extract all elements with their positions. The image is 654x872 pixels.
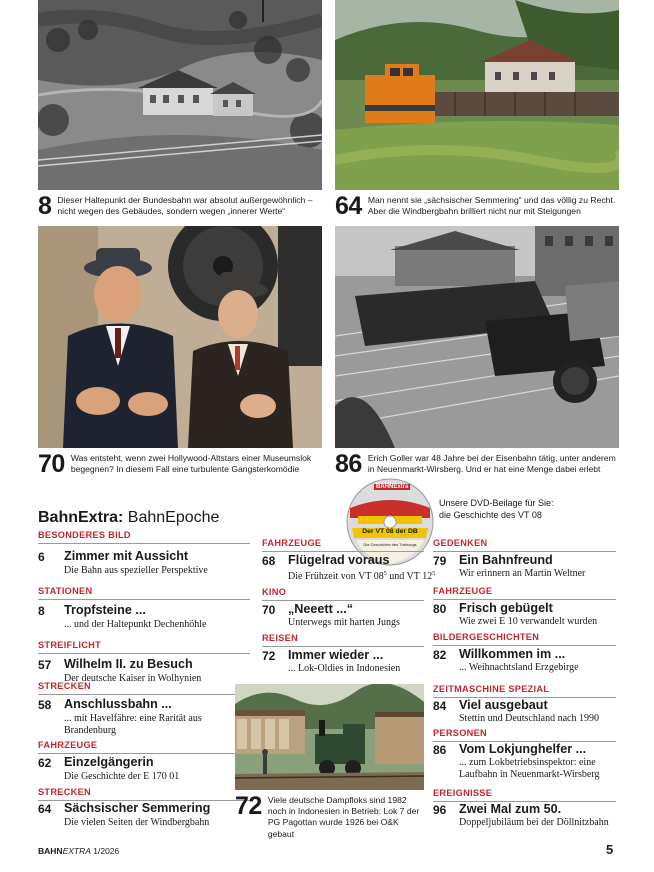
toc-section-label: BILDERGESCHICHTEN bbox=[433, 632, 540, 642]
toc-divider bbox=[38, 694, 250, 695]
toc-superscript: 5 bbox=[432, 571, 436, 577]
toc-divider bbox=[433, 645, 616, 646]
toc-page-number: 64 bbox=[38, 802, 52, 816]
feature-caption-text: Man nennt sie „sächsischer Semmering“ und das völlig zu Recht. Aber die Windbergbahn brilliert nicht nur mit Steigungen bbox=[367, 195, 616, 217]
toc-divider bbox=[38, 653, 250, 654]
toc-entry-title[interactable]: Zwei Mal zum 50. bbox=[459, 802, 562, 816]
toc-entry-subtitle: Die Geschichte der E 170 01 bbox=[64, 771, 180, 782]
toc-entry-subtitle: ... mit Havelfähre: eine Rarität aus Brandenburg bbox=[64, 713, 202, 736]
brand-series: BahnEpoche bbox=[123, 509, 220, 526]
toc-divider bbox=[38, 543, 250, 544]
toc-section-label: GEDENKEN bbox=[433, 538, 488, 548]
toc-page-number: 86 bbox=[433, 743, 447, 757]
toc-page-number: 80 bbox=[433, 602, 447, 616]
toc-page-number: 72 bbox=[262, 649, 276, 663]
toc-page-number: 96 bbox=[433, 803, 447, 817]
photo-neuenmarkt-yard bbox=[335, 226, 619, 448]
toc-entry-subtitle: ... Lok-Oldies in Indonesien bbox=[288, 663, 401, 674]
dvd-logo: BAHNExtra bbox=[376, 484, 409, 490]
toc-section-label: STREIFLICHT bbox=[38, 640, 102, 650]
toc-entry-subtitle: ... und der Haltepunkt Dechenhöhle bbox=[64, 619, 207, 630]
feature-caption-text: Dieser Haltepunkt der Bundesbahn war absolut außergewöhnlich – nicht wegen des Gebäudes, sondern wegen „innerer Werte“ bbox=[57, 195, 313, 217]
feature-caption-72 bbox=[235, 792, 424, 840]
toc-entry-title[interactable]: Tropfsteine ... bbox=[64, 603, 146, 617]
toc-entry-title[interactable]: Willkommen im ... bbox=[459, 647, 566, 661]
toc-page-number: 82 bbox=[433, 648, 447, 662]
toc-section-label: BESONDERES BILD bbox=[38, 530, 131, 540]
feature-caption-text: Was entsteht, wenn zwei Hollywood-Altstars einer Museumslok begegnen? In diesem Fall eine turbulente Gangsterkomödie bbox=[70, 453, 312, 475]
toc-column-2 bbox=[262, 526, 436, 686]
toc-divider bbox=[262, 551, 424, 552]
magazine-brand bbox=[38, 508, 219, 528]
toc-section-label: STATIONEN bbox=[38, 586, 93, 596]
toc-divider bbox=[433, 551, 616, 552]
dvd-note bbox=[439, 497, 554, 521]
toc-entry-title[interactable]: Flügelrad voraus bbox=[288, 553, 390, 567]
dvd-note-line2: die Geschichte des VT 08 bbox=[439, 510, 542, 520]
toc-section-label: FAHRZEUGE bbox=[262, 538, 322, 548]
feature-caption-70 bbox=[38, 450, 322, 478]
toc-entry-subtitle: Wir erinnern an Martin Weltner bbox=[459, 568, 586, 579]
toc-column-3 bbox=[433, 526, 616, 826]
toc-divider bbox=[38, 753, 250, 754]
photo-windbergbahn-diesel bbox=[335, 0, 619, 190]
toc-section-label: KINO bbox=[262, 587, 287, 597]
toc-column-1 bbox=[38, 526, 250, 826]
footer-issue: 1/2026 bbox=[90, 846, 120, 856]
toc-entry-title[interactable]: Anschlussbahn ... bbox=[64, 697, 172, 711]
footer-issue-info bbox=[38, 846, 119, 856]
feature-caption-64 bbox=[335, 192, 619, 220]
toc-entry-title[interactable]: Vom Lokjunghelfer ... bbox=[459, 742, 587, 756]
toc-section-label: STRECKEN bbox=[38, 787, 91, 797]
toc-entry-title[interactable]: „Neeett ...“ bbox=[288, 602, 354, 616]
toc-entry-subtitle: Doppeljubiläum bei der Döllnitzbahn bbox=[459, 817, 609, 828]
toc-entry-subtitle: Wie zwei E 10 verwandelt wurden bbox=[459, 616, 598, 627]
toc-section-label: FAHRZEUGE bbox=[38, 740, 98, 750]
feature-caption-8 bbox=[38, 192, 322, 220]
toc-section-label: FAHRZEUGE bbox=[433, 586, 493, 596]
toc-page-number: 57 bbox=[38, 658, 52, 672]
toc-entry-title[interactable]: Immer wieder ... bbox=[288, 648, 384, 662]
toc-entry-subtitle: Stettin und Deutschland nach 1990 bbox=[459, 713, 599, 724]
toc-section-label: REISEN bbox=[262, 633, 299, 643]
toc-entry-subtitle: Die vielen Seiten der Windbergbahn bbox=[64, 817, 210, 828]
feature-caption-86 bbox=[335, 450, 619, 478]
photo-indonesia-steam bbox=[235, 684, 424, 790]
photo-hollywood-actors bbox=[38, 226, 322, 448]
toc-divider bbox=[262, 600, 424, 601]
dvd-note-line1: Unsere DVD-Beilage für Sie: bbox=[439, 498, 554, 508]
toc-entry-subtitle: ... zum Lokbetriebsinspektor: eine Laufbahn in Neuenmarkt-Wirsberg bbox=[459, 757, 600, 780]
photo-dechenhoehle-station bbox=[38, 0, 322, 190]
toc-entry-subtitle: Die Bahn aus spezieller Perspektive bbox=[64, 565, 208, 576]
toc-entry-title[interactable]: Viel ausgebaut bbox=[459, 698, 548, 712]
toc-entry-title[interactable]: Zimmer mit Aussicht bbox=[64, 549, 189, 563]
toc-page-number: 84 bbox=[433, 699, 447, 713]
toc-entry-title[interactable]: Sächsischer Semmering bbox=[64, 801, 211, 815]
feature-page-number: 70 bbox=[38, 450, 65, 478]
feature-page-number: 8 bbox=[38, 192, 52, 220]
toc-divider bbox=[433, 599, 616, 600]
toc-entry-title[interactable]: Einzelgängerin bbox=[64, 755, 154, 769]
feature-page-number: 72 bbox=[235, 792, 262, 820]
toc-entry-subtitle bbox=[288, 568, 438, 583]
feature-caption-text: Viele deutsche Dampfloks sind 1982 noch in Indonesien in Betrieb: Lok 7 der PG Pagottan wurde 1926 bei O&K gebaut bbox=[267, 795, 420, 839]
toc-subtitle-part: und VT 12 bbox=[386, 571, 433, 582]
toc-divider bbox=[262, 646, 424, 647]
toc-section-label: STRECKEN bbox=[38, 681, 91, 691]
toc-entry-subtitle: Unterwegs mit harten Jungs bbox=[288, 617, 400, 628]
toc-subtitle-part: Die Frühzeit von VT 08 bbox=[288, 571, 384, 582]
toc-page-number: 58 bbox=[38, 698, 52, 712]
feature-page-number: 86 bbox=[335, 450, 362, 478]
toc-entry-subtitle: ... Weihnachtsland Erzgebirge bbox=[459, 662, 579, 673]
toc-superscript: 5 bbox=[383, 571, 387, 577]
toc-page-number: 8 bbox=[38, 604, 45, 618]
dvd-subtitle: Die Geschichte des Triebzugs bbox=[363, 542, 417, 547]
footer-mag-name: BAHN bbox=[38, 846, 63, 856]
toc-section-label: PERSONEN bbox=[433, 728, 487, 738]
toc-divider bbox=[38, 599, 250, 600]
feature-page-number: 64 bbox=[335, 192, 362, 220]
toc-page-number: 68 bbox=[262, 554, 276, 568]
toc-entry-subtitle: Der deutsche Kaiser in Wolhynien bbox=[64, 673, 202, 684]
toc-entry-title[interactable]: Frisch gebügelt bbox=[459, 601, 553, 615]
feature-caption-text: Erich Goller war 48 Jahre bei der Eisenbahn tätig, unter anderem in Neuenmarkt-Wirsberg. Und er hat eine Menge dabei erlebt bbox=[367, 453, 616, 475]
toc-section-label: ZEITMASCHINE SPEZIAL bbox=[433, 684, 550, 694]
toc-page-number: 62 bbox=[38, 756, 52, 770]
toc-page-number: 70 bbox=[262, 603, 276, 617]
toc-entry-title[interactable]: Wilhelm II. zu Besuch bbox=[64, 657, 193, 671]
footer-mag-suffix: EXTRA bbox=[62, 846, 91, 856]
toc-section-label: EREIGNISSE bbox=[433, 788, 493, 798]
page-number: 5 bbox=[606, 842, 614, 857]
dvd-title: Der VT 08 der DB bbox=[362, 528, 418, 535]
toc-page-number: 79 bbox=[433, 554, 447, 568]
brand-name: BahnExtra: bbox=[38, 509, 124, 526]
toc-page-number: 6 bbox=[38, 550, 45, 564]
toc-entry-title[interactable]: Ein Bahnfreund bbox=[459, 553, 553, 567]
